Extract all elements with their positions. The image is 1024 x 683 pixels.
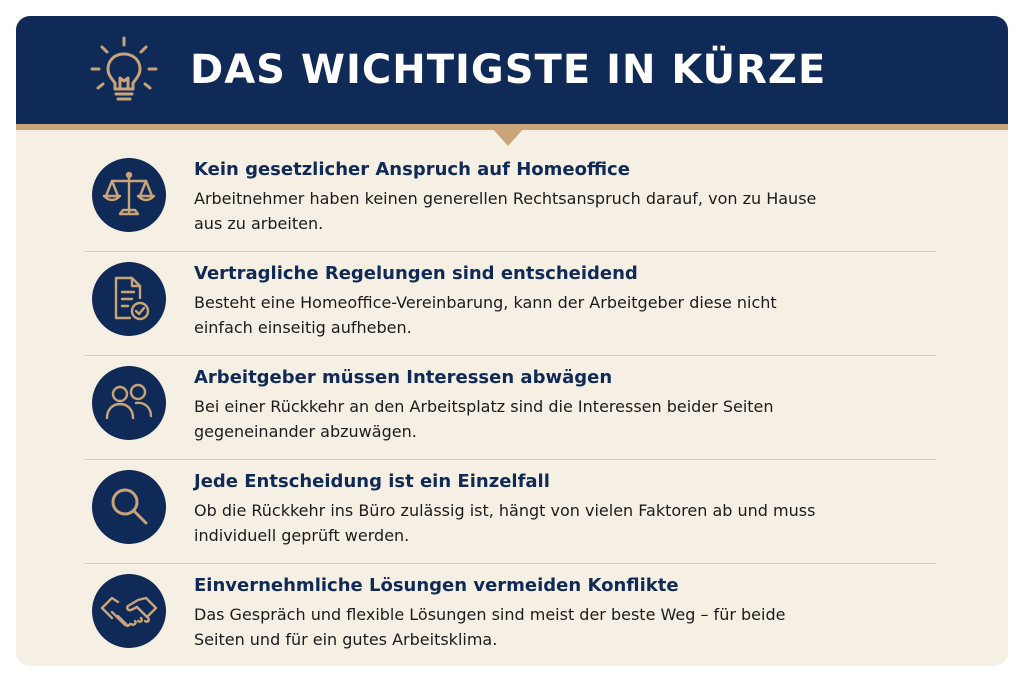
scales-icon [92, 158, 166, 232]
item-title: Vertragliche Regelungen sind entscheidend [194, 263, 638, 284]
icon-badge [92, 574, 166, 648]
icon-badge [92, 470, 166, 544]
header-notch [492, 128, 524, 146]
lightbulb-icon [84, 32, 164, 112]
page-title: DAS WICHTIGSTE IN KÜRZE [190, 47, 827, 93]
list-item-individual-case [16, 460, 1008, 564]
item-text: Arbeitnehmer haben keinen generellen Rechtsanspruch darauf, von zu Hause aus zu arbeiten. [194, 189, 817, 233]
item-text: Ob die Rückkehr ins Büro zulässig ist, hängt von vielen Faktoren ab und muss individuell geprüft werden. [194, 501, 816, 545]
summary-card [16, 16, 1008, 666]
list-item-agreement [16, 564, 1008, 666]
item-title: Einvernehmliche Lösungen vermeiden Konflikte [194, 575, 679, 596]
item-text: Das Gespräch und flexible Lösungen sind meist der beste Weg – für beide Seiten und für ein gutes Arbeitsklima. [194, 605, 786, 649]
people-icon [92, 366, 166, 440]
icon-badge [92, 158, 166, 232]
icon-badge [92, 366, 166, 440]
item-title: Kein gesetzlicher Anspruch auf Homeoffice [194, 159, 630, 180]
header-banner [16, 16, 1008, 124]
magnifier-icon [92, 470, 166, 544]
item-title: Jede Entscheidung ist ein Einzelfall [194, 471, 550, 492]
item-title: Arbeitgeber müssen Interessen abwägen [194, 367, 613, 388]
handshake-icon [92, 574, 166, 648]
summary-list [16, 148, 1008, 666]
list-item-legal-claim [16, 148, 1008, 252]
item-text: Bei einer Rückkehr an den Arbeitsplatz sind die Interessen beider Seiten gegeneinander abzuwägen. [194, 397, 774, 441]
list-item-interests [16, 356, 1008, 460]
list-item-contract [16, 252, 1008, 356]
document-check-icon [92, 262, 166, 336]
icon-badge [92, 262, 166, 336]
item-text: Besteht eine Homeoffice-Vereinbarung, kann der Arbeitgeber diese nicht einfach einseitig aufheben. [194, 293, 777, 337]
